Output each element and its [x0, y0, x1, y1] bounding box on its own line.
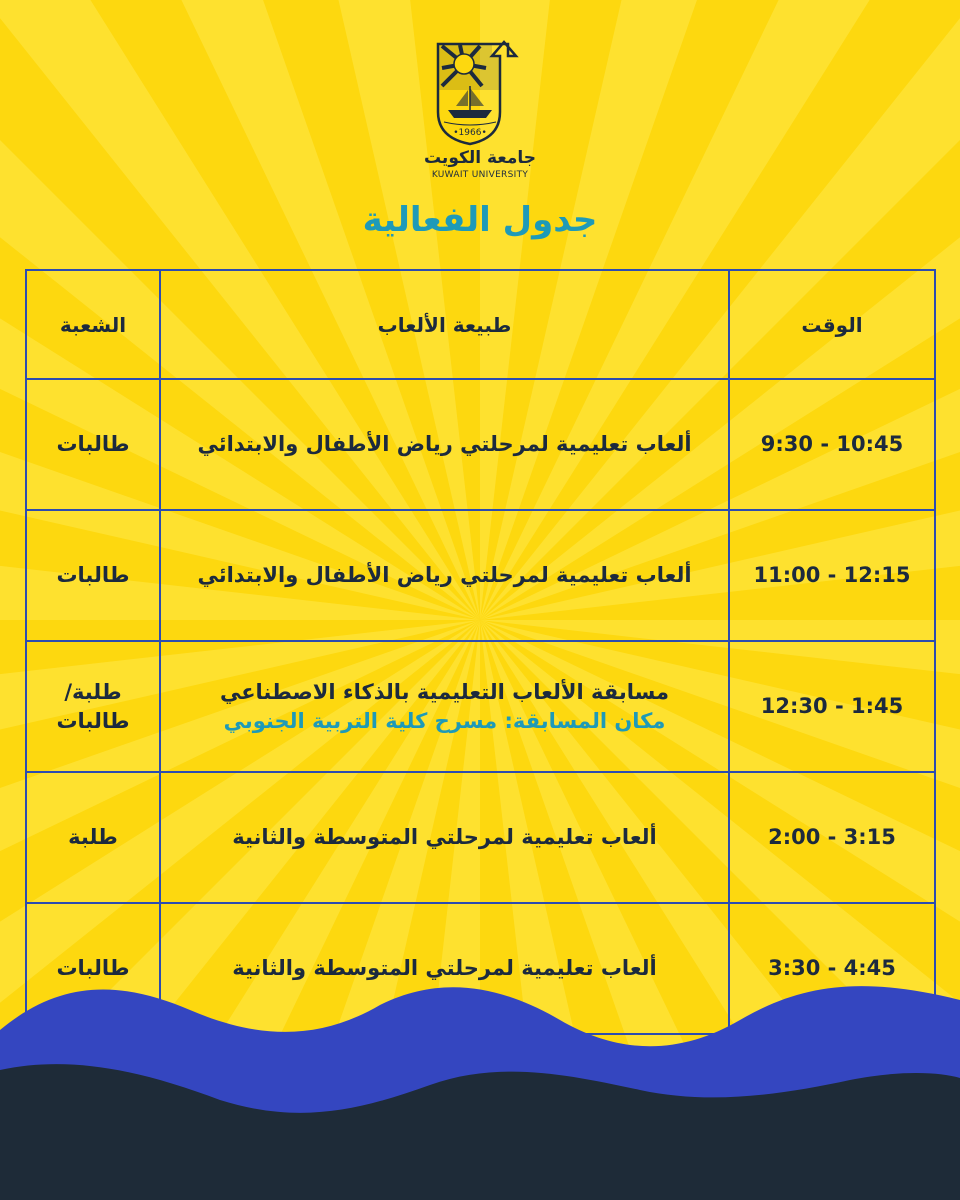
header-games: طبيعة الألعاب — [160, 270, 729, 379]
table-row — [26, 379, 935, 510]
row-section — [26, 641, 160, 772]
university-name-english: KUWAIT UNIVERSITY — [431, 170, 529, 180]
table-row — [26, 641, 935, 772]
table-header-row — [26, 270, 935, 379]
header-time: الوقت — [729, 270, 935, 379]
row-time: 9:30 - 10:45 — [729, 379, 935, 510]
university-name-arabic: جامعة الكويت — [423, 148, 537, 168]
event-schedule-table — [25, 269, 936, 1035]
row-games: ألعاب تعليمية لمرحلتي المتوسطة والثانية — [160, 772, 729, 903]
section-line-2: طالبات — [56, 708, 130, 733]
competition-venue: مكان المسابقة: مسرح كلية التربية الجنوبي — [223, 708, 666, 733]
competition-title: مسابقة الألعاب التعليمية بالذكاء الاصطناعي — [219, 680, 670, 705]
row-section: طلبة — [26, 772, 160, 903]
row-games: ألعاب تعليمية لمرحلتي رياض الأطفال والابتدائي — [160, 379, 729, 510]
row-time: 11:00 - 12:15 — [729, 510, 935, 641]
bottom-waves — [0, 960, 960, 1200]
row-section: طالبات — [26, 903, 160, 1034]
table-row — [26, 510, 935, 641]
page-title: جدول الفعالية — [362, 200, 598, 240]
row-time: 2:00 - 3:15 — [729, 772, 935, 903]
row-time: 3:30 - 4:45 — [729, 903, 935, 1034]
kuwait-university-logo — [430, 40, 530, 146]
row-section: طالبات — [26, 510, 160, 641]
table-row — [26, 772, 935, 903]
row-section: طالبات — [26, 379, 160, 510]
row-time: 12:30 - 1:45 — [729, 641, 935, 772]
row-games — [160, 641, 729, 772]
row-games: ألعاب تعليمية لمرحلتي المتوسطة والثانية — [160, 903, 729, 1034]
row-games: ألعاب تعليمية لمرحلتي رياض الأطفال والابتدائي — [160, 510, 729, 641]
header-section: الشعبة — [26, 270, 160, 379]
logo-year: •1966• — [453, 128, 487, 138]
section-line-1: طلبة/ — [64, 680, 122, 705]
